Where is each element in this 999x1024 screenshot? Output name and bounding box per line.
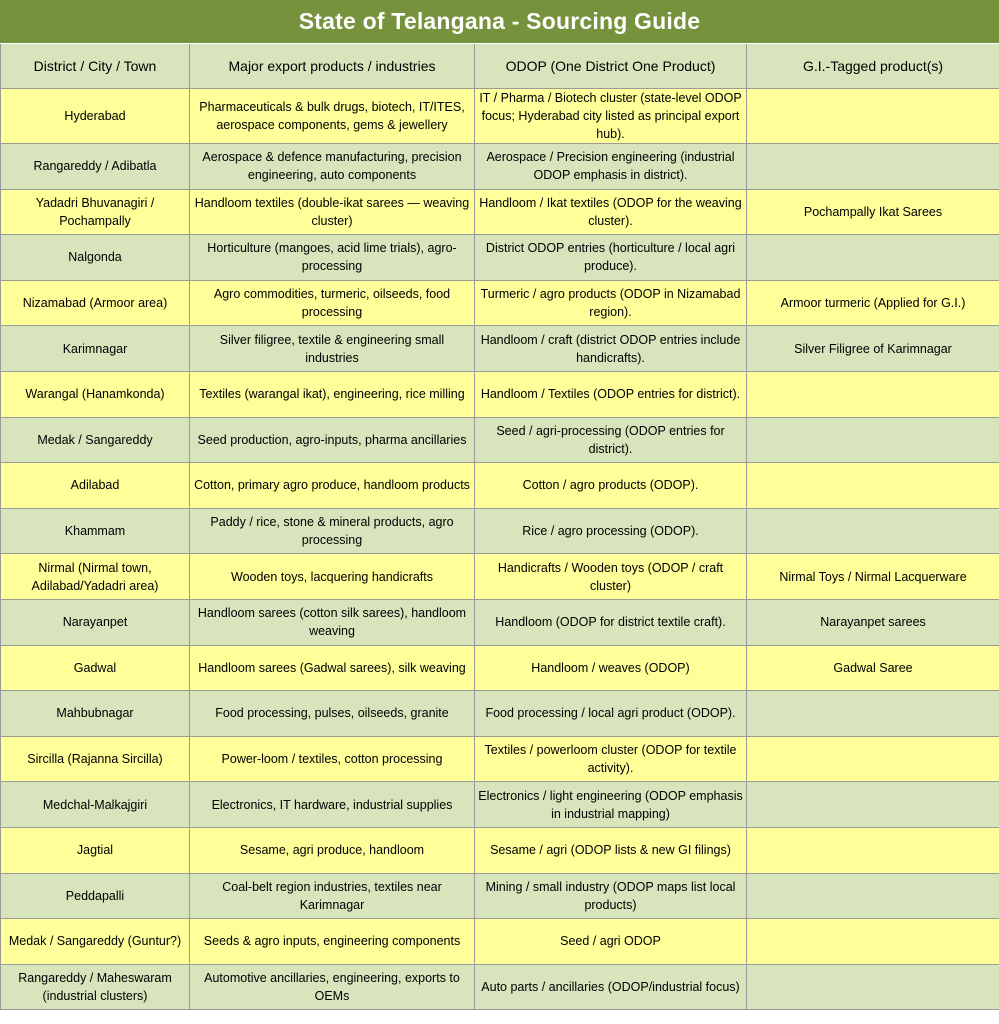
exports-cell: Seed production, agro-inputs, pharma ancillaries (190, 417, 475, 463)
district-cell: Narayanpet (1, 599, 190, 645)
exports-cell: Seeds & agro inputs, engineering components (190, 919, 475, 965)
odop-cell: IT / Pharma / Biotech cluster (state-level ODOP focus; Hyderabad city listed as principal export hub). (475, 89, 747, 144)
column-header-gi: G.I.-Tagged product(s) (747, 44, 999, 89)
header-row (1, 44, 999, 89)
column-header-district: District / City / Town (1, 44, 190, 89)
district-cell: Warangal (Hanamkonda) (1, 371, 190, 417)
exports-cell: Aerospace & defence manufacturing, precision engineering, auto components (190, 144, 475, 190)
odop-cell: Turmeric / agro products (ODOP in Nizamabad region). (475, 280, 747, 326)
odop-cell: Handicrafts / Wooden toys (ODOP / craft cluster) (475, 554, 747, 600)
gi-cell (747, 827, 999, 873)
district-cell: Nizamabad (Armoor area) (1, 280, 190, 326)
district-cell: Peddapalli (1, 873, 190, 919)
odop-cell: Cotton / agro products (ODOP). (475, 463, 747, 509)
district-cell: Hyderabad (1, 89, 190, 144)
gi-cell (747, 782, 999, 828)
exports-cell: Pharmaceuticals & bulk drugs, biotech, IT/ITES, aerospace components, gems & jewellery (190, 89, 475, 144)
gi-cell: Silver Filigree of Karimnagar (747, 326, 999, 372)
gi-cell: Armoor turmeric (Applied for G.I.) (747, 280, 999, 326)
table-row (1, 873, 999, 919)
gi-cell (747, 235, 999, 281)
table-body (1, 89, 999, 1010)
gi-cell (747, 371, 999, 417)
odop-cell: Seed / agri-processing (ODOP entries for district). (475, 417, 747, 463)
district-cell: Medak / Sangareddy (1, 417, 190, 463)
gi-cell (747, 508, 999, 554)
exports-cell: Wooden toys, lacquering handicrafts (190, 554, 475, 600)
table-row (1, 691, 999, 737)
odop-cell: Handloom / weaves (ODOP) (475, 645, 747, 691)
column-header-odop: ODOP (One District One Product) (475, 44, 747, 89)
odop-cell: Electronics / light engineering (ODOP emphasis in industrial mapping) (475, 782, 747, 828)
table-row (1, 599, 999, 645)
gi-cell (747, 144, 999, 190)
district-cell: Jagtial (1, 827, 190, 873)
district-cell: Yadadri Bhuvanagiri / Pochampally (1, 189, 190, 235)
gi-cell (747, 964, 999, 1010)
table-row (1, 964, 999, 1010)
exports-cell: Paddy / rice, stone & mineral products, agro processing (190, 508, 475, 554)
odop-cell: Handloom / craft (district ODOP entries include handicrafts). (475, 326, 747, 372)
odop-cell: Mining / small industry (ODOP maps list local products) (475, 873, 747, 919)
gi-cell (747, 691, 999, 737)
table-row (1, 326, 999, 372)
table-row (1, 189, 999, 235)
odop-cell: Handloom (ODOP for district textile craft). (475, 599, 747, 645)
gi-cell: Pochampally Ikat Sarees (747, 189, 999, 235)
district-cell: Gadwal (1, 645, 190, 691)
exports-cell: Textiles (warangal ikat), engineering, rice milling (190, 371, 475, 417)
odop-cell: Food processing / local agri product (ODOP). (475, 691, 747, 737)
exports-cell: Automotive ancillaries, engineering, exports to OEMs (190, 964, 475, 1010)
district-cell: Rangareddy / Maheswaram (industrial clusters) (1, 964, 190, 1010)
gi-cell (747, 89, 999, 144)
table-row (1, 782, 999, 828)
table-row (1, 736, 999, 782)
odop-cell: Textiles / powerloom cluster (ODOP for textile activity). (475, 736, 747, 782)
sheet-title: State of Telangana - Sourcing Guide (0, 0, 999, 44)
district-cell: Nirmal (Nirmal town, Adilabad/Yadadri area) (1, 554, 190, 600)
exports-cell: Handloom sarees (cotton silk sarees), handloom weaving (190, 599, 475, 645)
exports-cell: Coal-belt region industries, textiles near Karimnagar (190, 873, 475, 919)
table-row (1, 144, 999, 190)
gi-cell (747, 463, 999, 509)
odop-cell: Aerospace / Precision engineering (industrial ODOP emphasis in district). (475, 144, 747, 190)
odop-cell: Handloom / Ikat textiles (ODOP for the weaving cluster). (475, 189, 747, 235)
district-cell: Khammam (1, 508, 190, 554)
gi-cell (747, 873, 999, 919)
table-row (1, 235, 999, 281)
table-row (1, 827, 999, 873)
district-cell: Mahbubnagar (1, 691, 190, 737)
table-row (1, 89, 999, 144)
table-row (1, 280, 999, 326)
gi-cell: Narayanpet sarees (747, 599, 999, 645)
table-row (1, 508, 999, 554)
table-row (1, 919, 999, 965)
sourcing-table (0, 44, 999, 1010)
district-cell: Medchal-Malkajgiri (1, 782, 190, 828)
table-row (1, 554, 999, 600)
district-cell: Adilabad (1, 463, 190, 509)
gi-cell (747, 919, 999, 965)
table-row (1, 645, 999, 691)
exports-cell: Silver filigree, textile & engineering small industries (190, 326, 475, 372)
odop-cell: Seed / agri ODOP (475, 919, 747, 965)
table-row (1, 463, 999, 509)
gi-cell: Gadwal Saree (747, 645, 999, 691)
table-row (1, 371, 999, 417)
odop-cell: Handloom / Textiles (ODOP entries for district). (475, 371, 747, 417)
column-header-exports: Major export products / industries (190, 44, 475, 89)
district-cell: Rangareddy / Adibatla (1, 144, 190, 190)
exports-cell: Horticulture (mangoes, acid lime trials), agro-processing (190, 235, 475, 281)
odop-cell: Rice / agro processing (ODOP). (475, 508, 747, 554)
exports-cell: Power-loom / textiles, cotton processing (190, 736, 475, 782)
odop-cell: District ODOP entries (horticulture / local agri produce). (475, 235, 747, 281)
district-cell: Nalgonda (1, 235, 190, 281)
exports-cell: Sesame, agri produce, handloom (190, 827, 475, 873)
exports-cell: Handloom sarees (Gadwal sarees), silk weaving (190, 645, 475, 691)
exports-cell: Agro commodities, turmeric, oilseeds, food processing (190, 280, 475, 326)
odop-cell: Sesame / agri (ODOP lists & new GI filings) (475, 827, 747, 873)
exports-cell: Handloom textiles (double-ikat sarees — weaving cluster) (190, 189, 475, 235)
gi-cell (747, 417, 999, 463)
district-cell: Sircilla (Rajanna Sircilla) (1, 736, 190, 782)
gi-cell: Nirmal Toys / Nirmal Lacquerware (747, 554, 999, 600)
exports-cell: Electronics, IT hardware, industrial supplies (190, 782, 475, 828)
district-cell: Medak / Sangareddy (Guntur?) (1, 919, 190, 965)
gi-cell (747, 736, 999, 782)
table-row (1, 417, 999, 463)
exports-cell: Cotton, primary agro produce, handloom products (190, 463, 475, 509)
exports-cell: Food processing, pulses, oilseeds, granite (190, 691, 475, 737)
odop-cell: Auto parts / ancillaries (ODOP/industrial focus) (475, 964, 747, 1010)
district-cell: Karimnagar (1, 326, 190, 372)
